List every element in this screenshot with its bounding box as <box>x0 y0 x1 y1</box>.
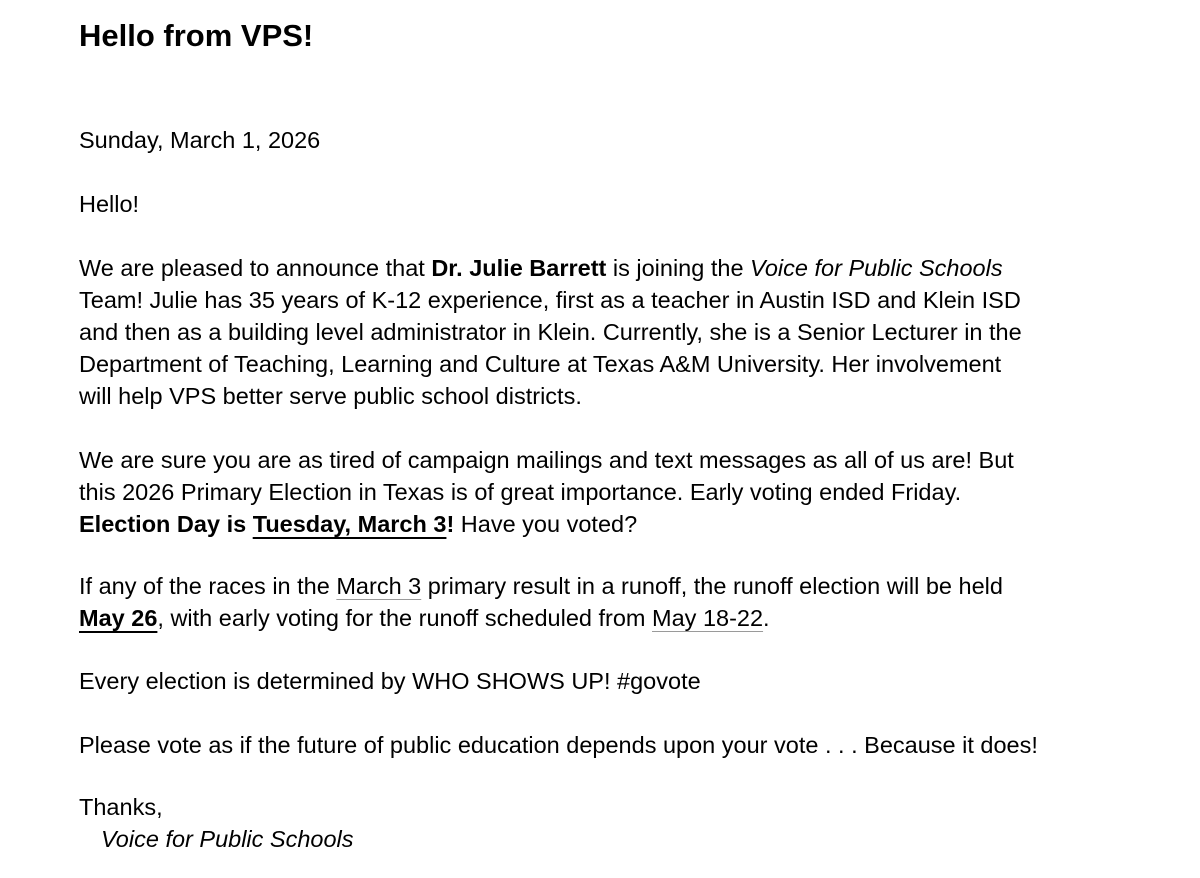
greeting: Hello! <box>79 191 140 217</box>
announcement-joining-text: is joining the <box>606 255 751 281</box>
runoff-held-text: primary result in a runoff, the runoff election will be held <box>421 573 1003 599</box>
have-you-voted-text: Have you voted? <box>454 511 638 537</box>
closing: Thanks, <box>79 794 163 820</box>
person-name: Dr. Julie Barrett <box>431 255 607 281</box>
page-title: Hello from VPS! <box>79 18 314 53</box>
election-line-3 <box>79 508 637 540</box>
runoff-date-link[interactable]: May 26 <box>79 605 158 631</box>
runoff-period: . <box>763 605 770 631</box>
runoff-line-1 <box>79 570 1003 602</box>
announcement-intro-text: We are pleased to announce that <box>79 255 432 281</box>
email-date: Sunday, March 1, 2026 <box>79 127 321 153</box>
early-voting-text: , with early voting for the runoff scheduled from <box>157 605 653 631</box>
election-day-exclamation: ! <box>446 511 455 537</box>
who-shows-up-paragraph: Every election is determined by WHO SHOWS UP! #govote <box>79 668 701 694</box>
announcement-line-1 <box>79 252 1003 284</box>
organization-name: Voice for Public Schools <box>750 255 1003 281</box>
primary-date-link[interactable]: March 3 <box>336 573 422 599</box>
announcement-line-5: will help VPS better serve public school districts. <box>79 383 582 409</box>
runoff-line-2 <box>79 602 770 634</box>
please-vote-paragraph: Please vote as if the future of public education depends upon your vote . . . Because it does! <box>79 732 1038 758</box>
early-voting-range-link[interactable]: May 18-22 <box>652 605 764 631</box>
election-line-2: this 2026 Primary Election in Texas is of great importance. Early voting ended Friday. <box>79 479 962 505</box>
announcement-line-4: Department of Teaching, Learning and Culture at Texas A&M University. Her involvement <box>79 351 1002 377</box>
election-day-date-link[interactable]: Tuesday, March 3 <box>252 511 447 537</box>
runoff-intro-text: If any of the races in the <box>79 573 337 599</box>
election-day-label: Election Day is <box>79 511 253 537</box>
announcement-line-2: Team! Julie has 35 years of K-12 experience, first as a teacher in Austin ISD and Klein ISD <box>79 287 1021 313</box>
announcement-line-3: and then as a building level administrator in Klein. Currently, she is a Senior Lecturer in the <box>79 319 1022 345</box>
election-line-1: We are sure you are as tired of campaign mailings and text messages as all of us are! But <box>79 447 1014 473</box>
signature: Voice for Public Schools <box>101 826 354 852</box>
